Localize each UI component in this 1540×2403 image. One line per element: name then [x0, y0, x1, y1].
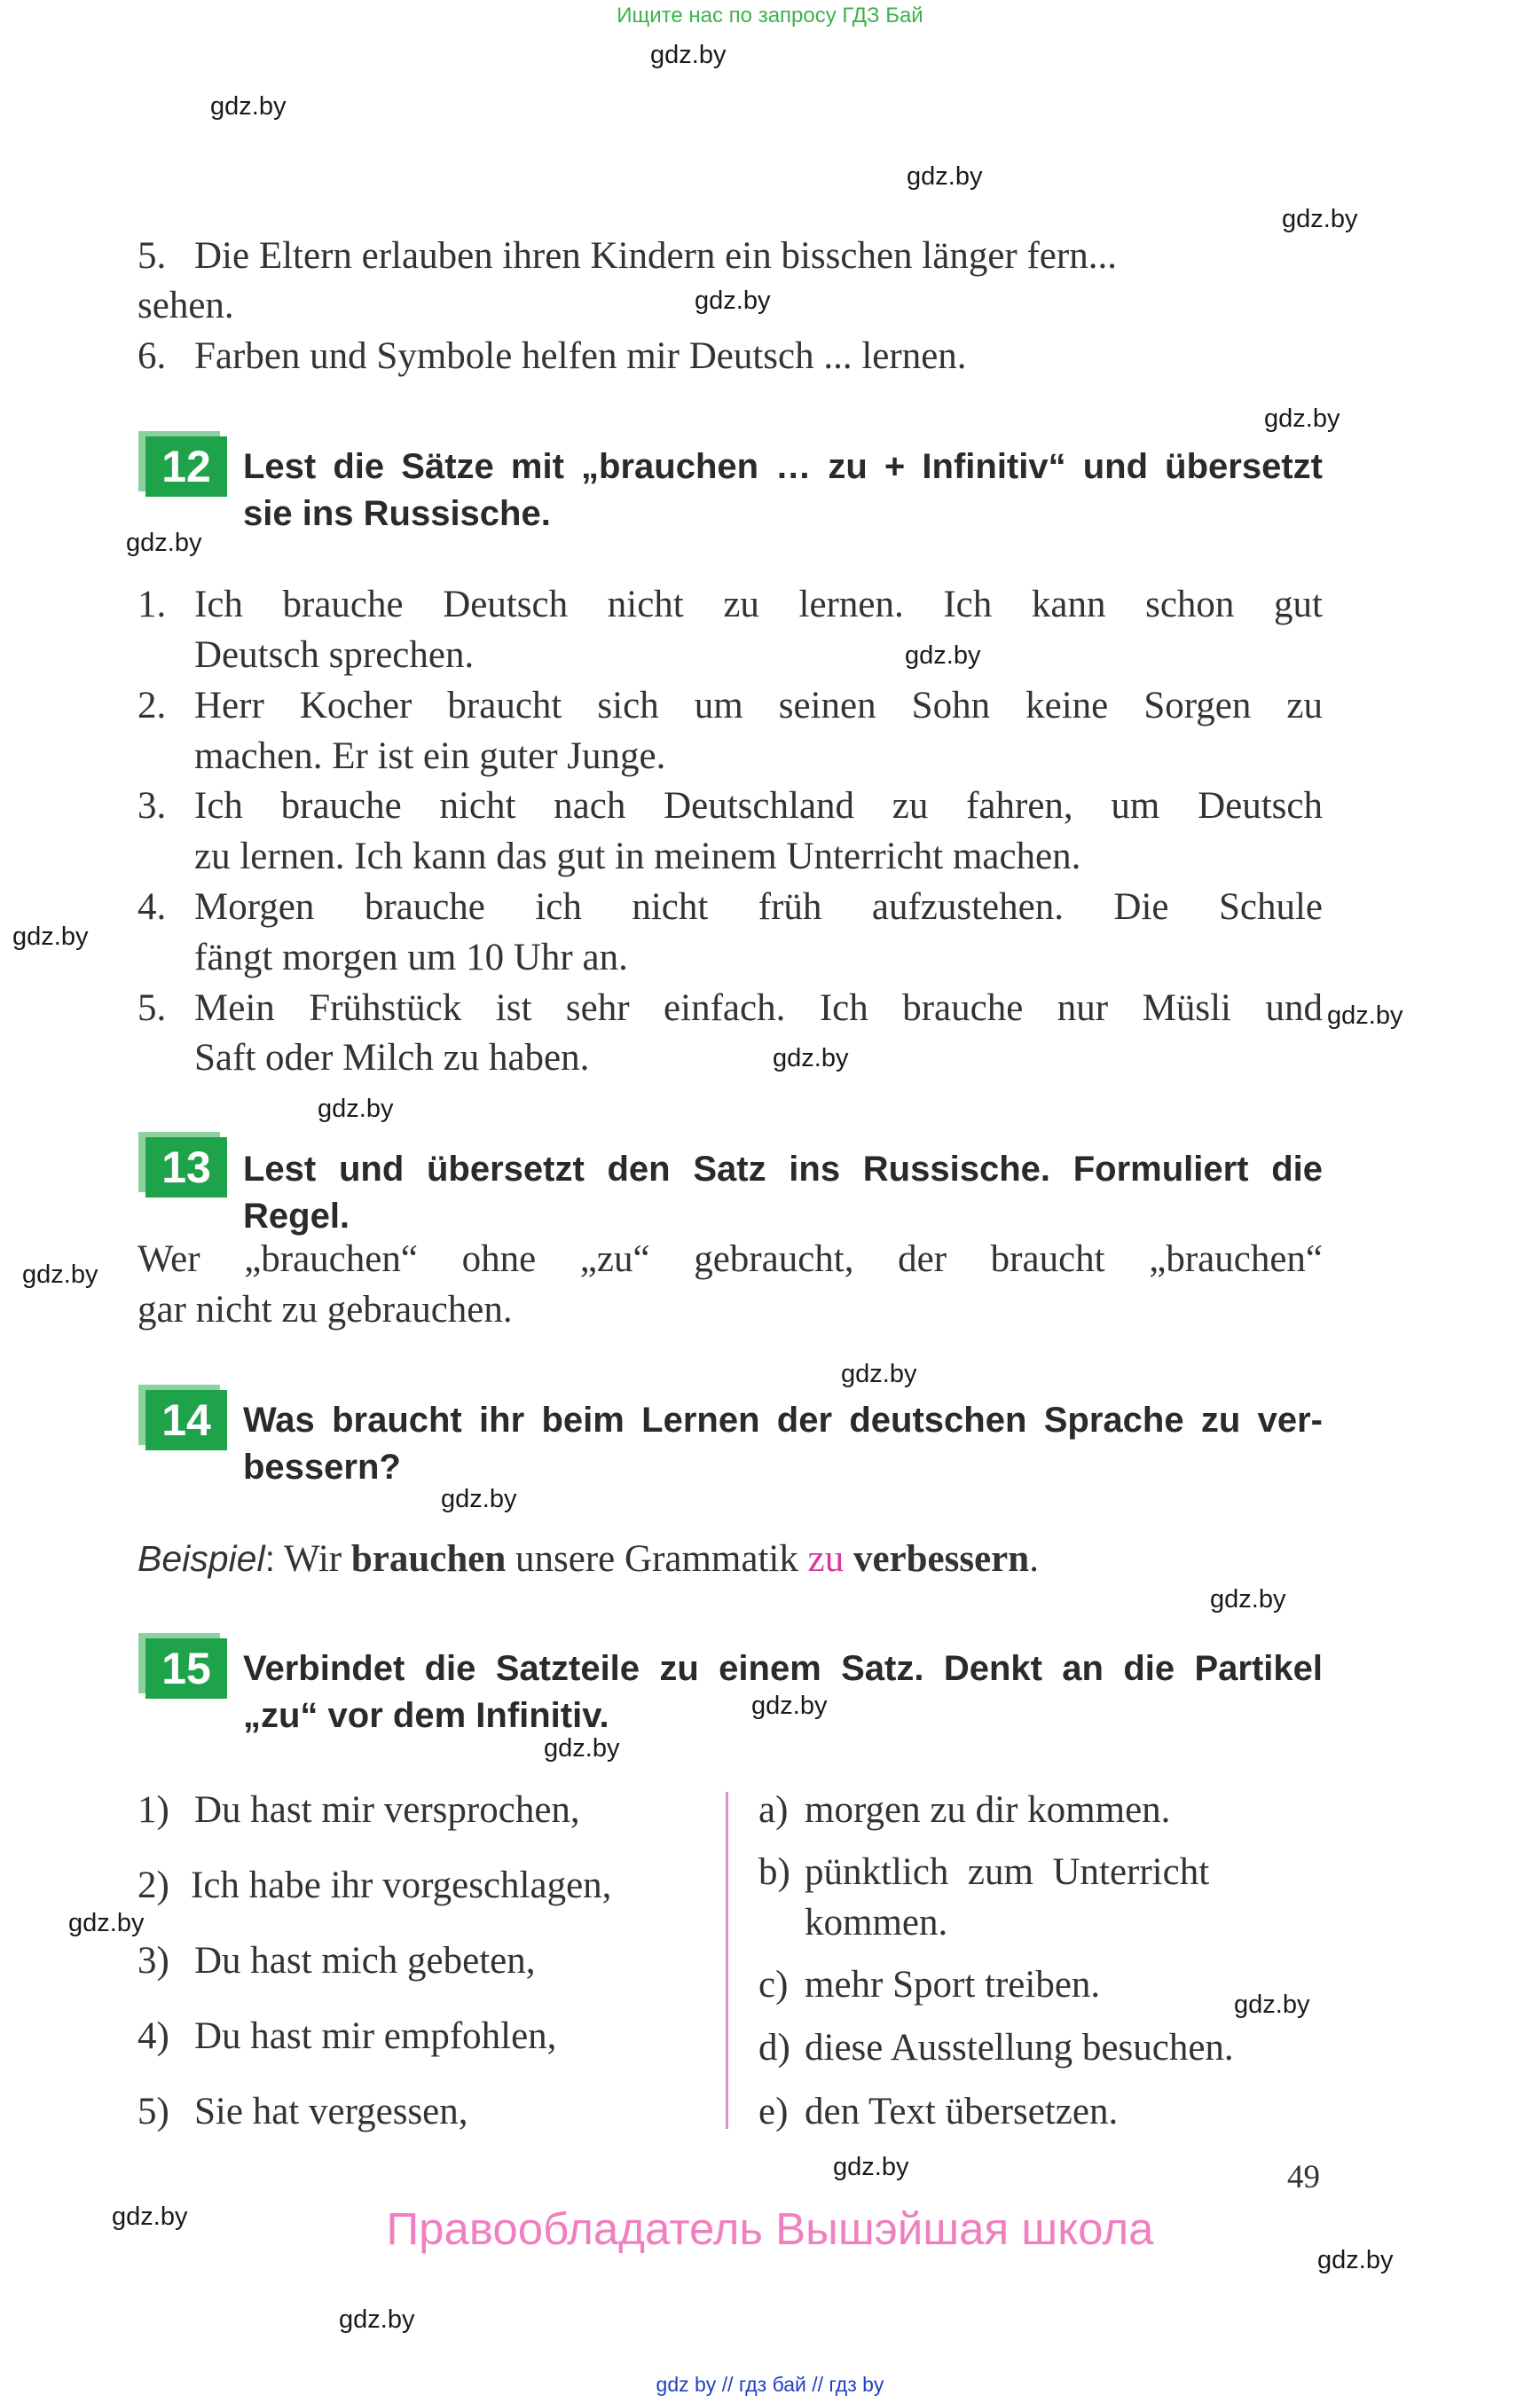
exercise-task: Lest die Sätze mit „brauchen … zu + Infinitiv“ und übersetzt — [243, 447, 1323, 486]
watermark: gdz.by — [544, 1734, 620, 1763]
right-column-item — [758, 1848, 1209, 1897]
right-column-item — [758, 2023, 1234, 2073]
list-item — [138, 781, 1323, 831]
exercise-task: bessern? — [243, 1448, 401, 1487]
item-text: pünktlich zum Unterricht — [805, 1851, 1210, 1893]
quote: gar nicht zu gebrauchen. — [138, 1289, 513, 1331]
exercise-task: Verbindet die Satzteile zu einem Satz. Denkt an die Partikel — [243, 1649, 1323, 1688]
item-text: mehr Sport treiben. — [805, 1964, 1101, 2006]
list-item — [138, 984, 1323, 1033]
column-divider — [726, 1792, 728, 2129]
item-number: a) — [758, 1789, 789, 1831]
watermark: gdz.by — [12, 923, 89, 951]
item-text: Mein Frühstück ist sehr einfach. Ich brauche nur Müsli und — [194, 987, 1323, 1029]
list-item — [138, 332, 967, 381]
watermark: gdz.by — [22, 1260, 98, 1289]
item-number: 2. — [138, 685, 167, 726]
watermark: gdz.by — [695, 287, 771, 315]
item-number: 5. — [138, 235, 167, 277]
item-text: Morgen brauche ich nicht früh aufzustehen. Die Schule — [194, 886, 1323, 928]
watermark: gdz.by — [833, 2153, 909, 2181]
watermark: gdz.by — [1264, 404, 1340, 433]
exercise-task: Was braucht ihr beim Lernen der deutschen Sprache zu ver- — [243, 1401, 1323, 1440]
item-number: b) — [758, 1851, 790, 1893]
item-text: den Text übersetzen. — [805, 2091, 1119, 2132]
watermark: gdz.by — [339, 2305, 415, 2334]
item-number: d) — [758, 2027, 790, 2069]
item-text: diese Ausstellung besuchen. — [805, 2027, 1234, 2069]
watermark: gdz.by — [1210, 1585, 1286, 1614]
quote: Wer „brauchen“ ohne „zu“ gebraucht, der braucht „brauchen“ — [138, 1238, 1323, 1280]
example-sentence: Beispiel: Wir brauchen unsere Grammatik zu verbessern. — [138, 1538, 1039, 1580]
item-text: Ich brauche nicht nach Deutschland zu fahren, um Deutsch — [194, 785, 1323, 827]
item-text: sehen. — [138, 285, 234, 326]
item-text: Du hast mich gebeten, — [194, 1940, 536, 1982]
item-number: 1) — [138, 1789, 169, 1831]
watermark: gdz.by — [773, 1044, 849, 1072]
watermark: gdz.by — [907, 162, 983, 191]
watermark: gdz.by — [1234, 1991, 1310, 2019]
item-text: Die Eltern erlauben ihren Kindern ein bisschen länger fern... — [194, 235, 1117, 277]
exercise-task: sie ins Russische. — [243, 494, 551, 533]
watermark: gdz.by — [210, 92, 287, 121]
watermark: gdz.by — [441, 1485, 517, 1513]
item-text: zu lernen. Ich kann das gut in meinem Unterricht machen. — [194, 836, 1081, 877]
watermark: gdz.by — [68, 1909, 145, 1937]
watermark: gdz.by — [650, 41, 727, 69]
right-column-item — [758, 1786, 1170, 1835]
watermark: gdz.by — [318, 1095, 394, 1123]
copyright-notice: Правообладатель Вышэйшая школа — [386, 2203, 1154, 2254]
item-number: 3) — [138, 1940, 169, 1982]
left-column-item — [138, 1861, 611, 1911]
item-number: c) — [758, 1964, 789, 2006]
item-text: Saft oder Milch zu haben. — [194, 1037, 590, 1079]
right-column-item — [758, 1960, 1100, 2010]
watermark: gdz.by — [1327, 1001, 1403, 1030]
watermark: gdz.by — [112, 2203, 188, 2231]
item-text: fängt morgen um 10 Uhr an. — [194, 937, 628, 978]
item-text: morgen zu dir kommen. — [805, 1789, 1171, 1831]
item-number: 6. — [138, 335, 167, 377]
exercise-number-badge: 15 — [145, 1638, 227, 1699]
list-item — [138, 883, 1323, 932]
item-number: e) — [758, 2091, 789, 2132]
exercise-number-badge: 14 — [145, 1390, 227, 1450]
exercise-task: Lest und übersetzt den Satz ins Russische. Formuliert die Regel. — [243, 1150, 1323, 1236]
page-number: 49 — [1287, 2159, 1320, 2195]
exercise-number-badge: 13 — [145, 1137, 227, 1198]
item-text: Du hast mir empfohlen, — [194, 2015, 557, 2057]
item-number: 1. — [138, 584, 167, 625]
item-number: 4) — [138, 2015, 169, 2057]
item-text: Herr Kocher braucht sich um seinen Sohn keine Sorgen zu — [194, 685, 1323, 726]
item-number: 5. — [138, 987, 167, 1029]
item-text: Farben und Symbole helfen mir Deutsch ... lernen. — [194, 335, 967, 377]
list-item — [138, 681, 1323, 731]
footer-links[interactable]: gdz by // гдз бай // гдз by — [656, 2373, 884, 2396]
highlight-zu: zu — [807, 1538, 845, 1580]
left-column-item — [138, 1786, 580, 1835]
left-column-item — [138, 2012, 556, 2061]
item-text: Sie hat vergessen, — [194, 2091, 468, 2132]
item-text: Du hast mir versprochen, — [194, 1789, 580, 1831]
example-label: Beispiel — [138, 1538, 265, 1579]
left-column-item — [138, 1936, 536, 1986]
item-number: 2) — [138, 1865, 169, 1906]
item-text: kommen. — [805, 1902, 948, 1944]
item-number: 4. — [138, 886, 167, 928]
watermark: gdz.by — [1282, 205, 1358, 233]
item-text: machen. Er ist ein guter Junge. — [194, 735, 666, 777]
watermark: gdz.by — [841, 1360, 917, 1388]
item-number: 5) — [138, 2091, 169, 2132]
item-text: Ich habe ihr vorgeschlagen, — [191, 1865, 612, 1906]
watermark: gdz.by — [905, 641, 981, 670]
top-banner: Ищите нас по запросу ГДЗ Бай — [617, 4, 923, 27]
watermark: gdz.by — [126, 529, 202, 557]
item-text: Ich brauche Deutsch nicht zu lernen. Ich kann schon gut — [194, 584, 1323, 625]
left-column-item — [138, 2087, 468, 2137]
item-text: Deutsch sprechen. — [194, 634, 475, 676]
watermark: gdz.by — [751, 1692, 828, 1720]
item-number: 3. — [138, 785, 167, 827]
right-column-item — [758, 2087, 1118, 2137]
watermark: gdz.by — [1317, 2246, 1394, 2274]
list-item — [138, 580, 1323, 630]
list-item — [138, 232, 1323, 281]
exercise-number-badge: 12 — [145, 436, 227, 497]
exercise-task: „zu“ vor dem Infinitiv. — [243, 1696, 609, 1735]
